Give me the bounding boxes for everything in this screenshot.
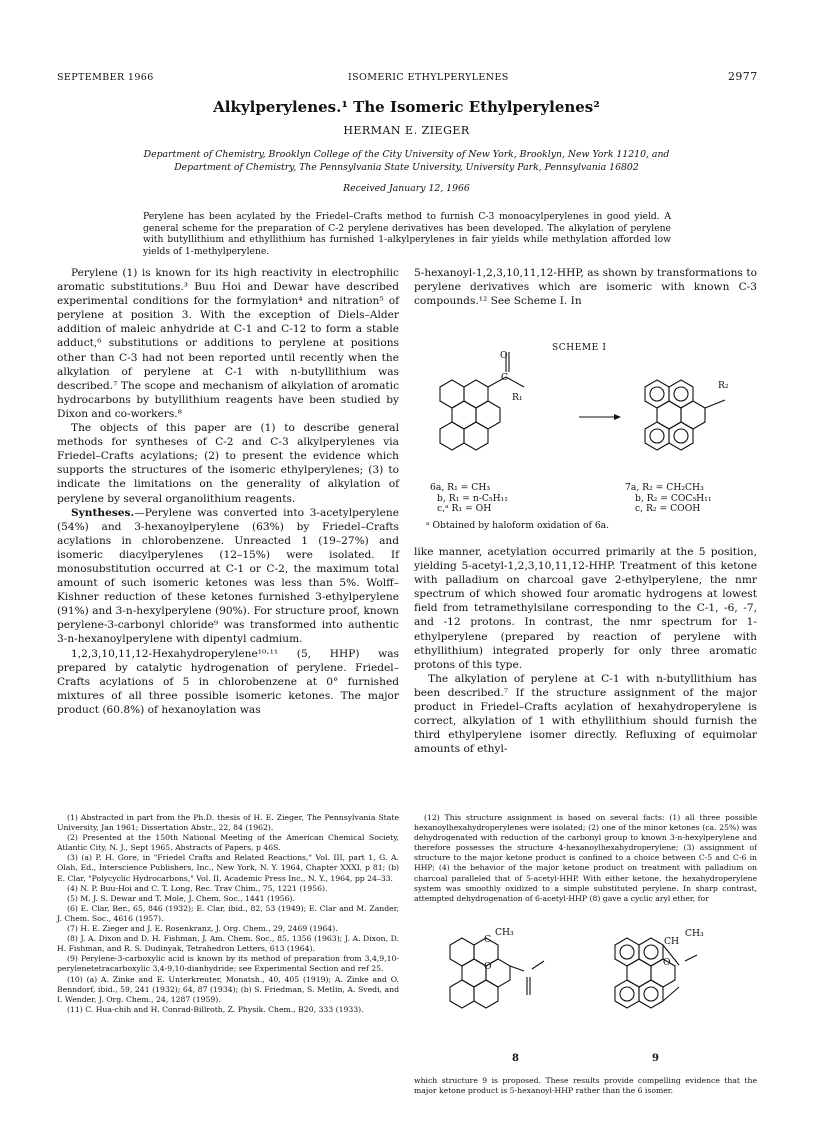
oxygen-label-9: O xyxy=(663,957,671,968)
compound-label: b, R₁ = n-C₅H₁₁ xyxy=(437,492,508,504)
page-number: 2977 xyxy=(728,70,758,83)
affiliation xyxy=(120,149,693,174)
footnote: (3) (a) P. H. Gore, in "Friedel Crafts and Related Reactions," Vol. III, part 1, G. A. Olah, Ed., Interscience Publishers, Inc., New York, N. Y. 1964, Chapter XXXI, p 81; (b) E. Clar, "Polycyclic Hydrocarbons," Vol. II, Academic Press Inc., N. Y., 1964, pp 24–33. xyxy=(57,853,399,883)
ch-label-9: CH xyxy=(664,936,680,947)
scheme-title: SCHEME I xyxy=(552,343,607,353)
abstract: Perylene has been acylated by the Friedel–Crafts method to furnish C-3 monoacylperylenes in good yield. A general scheme for the preparation of C-2 perylene derivatives has been developed. The alkylation of perylene with butyllithium and ethyllithium has furnished 1-alkylperylenes in fair yields while methylation afforded low yields of 1-methylperylene. xyxy=(143,211,671,257)
footnote: (4) N. P. Buu-Hoi and C. T. Long, Rec. Trav Chim., 75, 1221 (1956). xyxy=(67,883,328,893)
compound-number-9: 9 xyxy=(652,1053,659,1064)
running-header-date: SEPTEMBER 1966 xyxy=(57,72,154,83)
perylene-structure xyxy=(645,380,725,450)
scheme-left-labels xyxy=(430,483,508,515)
structure-9 xyxy=(615,938,697,1008)
footnote: (10) (a) A. Zinke and E. Unterkreuter, Monatsh., 40, 405 (1919); A. Zinke and O. Benndorf, ibid., 59, 241 (1932); 64, 87 (1934); (b) S. Friedman, S. Metlin, A. Svedi, and I. Wender, J. Org. Chem., 24, 1287 (1959). xyxy=(57,974,399,1004)
right-column-top xyxy=(414,266,757,308)
compound-label: c,ᵃ R₁ = OH xyxy=(437,503,492,514)
paragraph: The objects of this paper are (1) to describe general methods for syntheses of C-2 and C-3 alkylperylenes via Friedel–Crafts acylations; (2) to present the evidence which supports the structures of the isomeric ethylperylenes; (3) to indicate the limitations on the generality of alkylation of perylene by several organolithium reagents. xyxy=(57,422,399,505)
compound-label: b, R₂ = COC₅H₁₁ xyxy=(635,492,712,504)
paper-title: Alkylperylenes.¹ The Isomeric Ethylperylenes² xyxy=(213,98,600,116)
running-header-title: ISOMERIC ETHYLPERYLENES xyxy=(348,72,509,83)
ch3-label-8: CH₃ xyxy=(495,927,514,938)
left-column xyxy=(57,266,399,717)
footnote-right xyxy=(414,813,757,904)
footnote: (11) C. Hua-chih and H. Conrad-Billroth, Z. Physik. Chem., B20, 333 (1933). xyxy=(67,1004,364,1014)
paragraph: 1,2,3,10,11,12-Hexahydroperylene¹⁰·¹¹ (5, HHP) was prepared by catalytic hydrogenation of perylene. Friedel–Crafts acylations of 5 in chlorobenzene at 0° furnished mixtures of all three possible isomeric ketones. The major product (60.8%) of hexanoylation was xyxy=(57,647,399,716)
received-date: Received January 12, 1966 xyxy=(343,183,470,194)
footnote: (9) Perylene-3-carboxylic acid is known by its method of preparation from 3,4,9,10-perylenetetracarboxylic 3,4-9,10-dianhydride; see Experimental Section and ref 25. xyxy=(57,954,399,974)
scheme-right-labels xyxy=(625,483,712,515)
footnotes-left xyxy=(57,813,399,1015)
carbon-label: C xyxy=(501,372,509,383)
scheme-graphic xyxy=(414,355,757,485)
carbon-label-8: C xyxy=(484,934,492,945)
section-heading: Syntheses. xyxy=(71,506,135,519)
oxygen-label: O xyxy=(500,350,508,361)
footnote: (1) Abstracted in part from the Ph.D. thesis of H. E. Zieger, The Pennsylvania State University, Jan 1961; Dissertation Abstr., 22, 84 (1962). xyxy=(57,813,399,833)
footnote: (12) This structure assignment is based on several facts: (1) all three possible hexanoylhexahydroperylenes were isolated; (2) one of the minor ketones (ca. 25%) was dehydrogenated with reduction of the carbonyl group to known 3-n-hexylperylene and therefore possesses the structure 4-hexanoylhexahydroperylene; (3) assignment of structure to the major ketone product is confined to a choice between C-5 and C-6 in HHP; (4) the behavior of the major ketone product on treatment with palladium on charcoal paralleled that of 5-acetyl-HHP. With either ketone, the hexahydroperylene system was smoothly oxidized to a simple substituted perylene. In sharp contrast, attempted dehydrogenation of 6-acetyl-HHP (8) gave a cyclic aryl ether, for xyxy=(414,813,757,903)
author: HERMAN E. ZIEGER xyxy=(343,124,470,137)
ch3-label-9: CH₃ xyxy=(685,928,704,939)
compound-label: 7a, R₂ = CH₂CH₃ xyxy=(625,482,704,493)
paragraph: Perylene (1) is known for its high reactivity in electrophilic aromatic substitutions.³ Buu Hoi and Dewar have described experimental conditions for the formylation⁴ and nitration⁵ of perylene at position 3. With the exception of Diels–Alder addition of maleic anhydride at C-1 and C-12 to form a stable adduct,⁶ substitutions or additions to perylene at positions other than C-3 had not been reported until recently when the alkylation of perylene at C-1 with n-butyllithium was described.⁷ The scope and mechanism of alkylation of aromatic hydrocarbons by butyllithium reagents have been studied by Dixon and co-workers.⁸ xyxy=(57,267,399,420)
compound-label: 6a, R₁ = CH₃ xyxy=(430,482,491,493)
hexahydroperylene-structure xyxy=(440,377,524,450)
structures-8-9 xyxy=(414,905,757,1045)
compound-label: c, R₂ = COOH xyxy=(635,503,701,514)
footnote: (8) J. A. Dixon and D. H. Fishman, J. Am. Chem. Soc., 85, 1356 (1963); J. A. Dixon, D. H. Fishman, and R. S. Dudinyak, Tetrahedron Letters, 613 (1964). xyxy=(57,934,399,954)
affiliation-line: Department of Chemistry, Brooklyn College of the City University of New York, Brooklyn, New York 11210, and xyxy=(143,149,670,160)
compound-number-8: 8 xyxy=(512,1053,519,1064)
paragraph: The alkylation of perylene at C-1 with n-butyllithium has been described.⁷ If the structure assignment of the major product in Friedel–Crafts acylation of hexahydroperylene is correct, alkylation of 1 with ethyllithium should furnish the third ethylperylene isomer directly. Refluxing of equimolar amounts of ethyl- xyxy=(414,672,757,756)
footnote: (6) E. Clar, Ber., 65, 846 (1932); E. Clar, ibid., 82, 53 (1949); E. Clar and M. Zander, J. Chem. Soc., 4616 (1957). xyxy=(57,903,399,923)
footnote: (7) H. E. Zieger and J. E. Rosenkranz, J. Org. Chem., 29, 2469 (1964). xyxy=(67,924,338,934)
r1-label: R₁ xyxy=(512,392,523,403)
footnote: (5) M. J. S. Dewar and T. Mole, J. Chem. Soc., 1441 (1956). xyxy=(67,893,295,903)
paragraph: like manner, acetylation occurred primarily at the 5 position, yielding 5-acetyl-1,2,3,10,11,12-HHP. Treatment of this ketone with palladium on charcoal gave 2-ethylperylene, the nmr spectrum of which showed four aromatic hydrogens at lowest field from tetramethylsilane corresponding to the C-1, -6, -7, and -12 protons. In contrast, the nmr spectrum for 1-ethylperylene (prepared by reaction of perylene with ethyllithium) integrated properly for only three aromatic protons of this type. xyxy=(414,546,757,671)
footnote-right-end xyxy=(414,1076,757,1096)
oxygen-label-8: O xyxy=(484,961,492,972)
affiliation-line: Department of Chemistry, The Pennsylvania State University, University Park, Pennsylvania 16802 xyxy=(174,161,639,173)
footnote: which structure 9 is proposed. These results provide compelling evidence that the major ketone product is 5-hexanoyl-HHP rather than the 6 isomer. xyxy=(414,1076,757,1096)
paragraph xyxy=(57,506,399,647)
scheme-footnote: ᵃ Obtained by haloform oxidation of 6a. xyxy=(426,520,610,531)
paragraph: 5-hexanoyl-1,2,3,10,11,12-HHP, as shown by transformations to perylene derivatives which are isomeric with known C-3 compounds.¹² See Scheme I. In xyxy=(414,267,757,308)
structure-8 xyxy=(450,938,544,1008)
footnote: (2) Presented at the 150th National Meeting of the American Chemical Society, Atlantic City, N. J., Sept 1965, Abstracts of Papers, p 46S. xyxy=(57,833,399,853)
r2-label: R₂ xyxy=(718,380,729,391)
right-column-bottom xyxy=(414,545,757,756)
paragraph-text: —Perylene was converted into 3-acetylperylene (54%) and 3-hexanoylperylene (63%) by Friedel–Crafts acylations in chlorobenzene. Unreacted 1 (19–27%) and isomeric diacylperylenes (12–15%) were isolated. If monosubstitution occurred at C-1 or C-2, the maximum total amount of such isomeric ketones was less than 5%. Wolff–Kishner reduction of these ketones furnished 3-ethylperylene (91%) and 3-n-hexylperylene (90%). For structure proof, known perylene-3-carbonyl chloride⁹ was transformed into authentic 3-n-hexanoylperylene with dipentyl cadmium. xyxy=(57,506,399,646)
